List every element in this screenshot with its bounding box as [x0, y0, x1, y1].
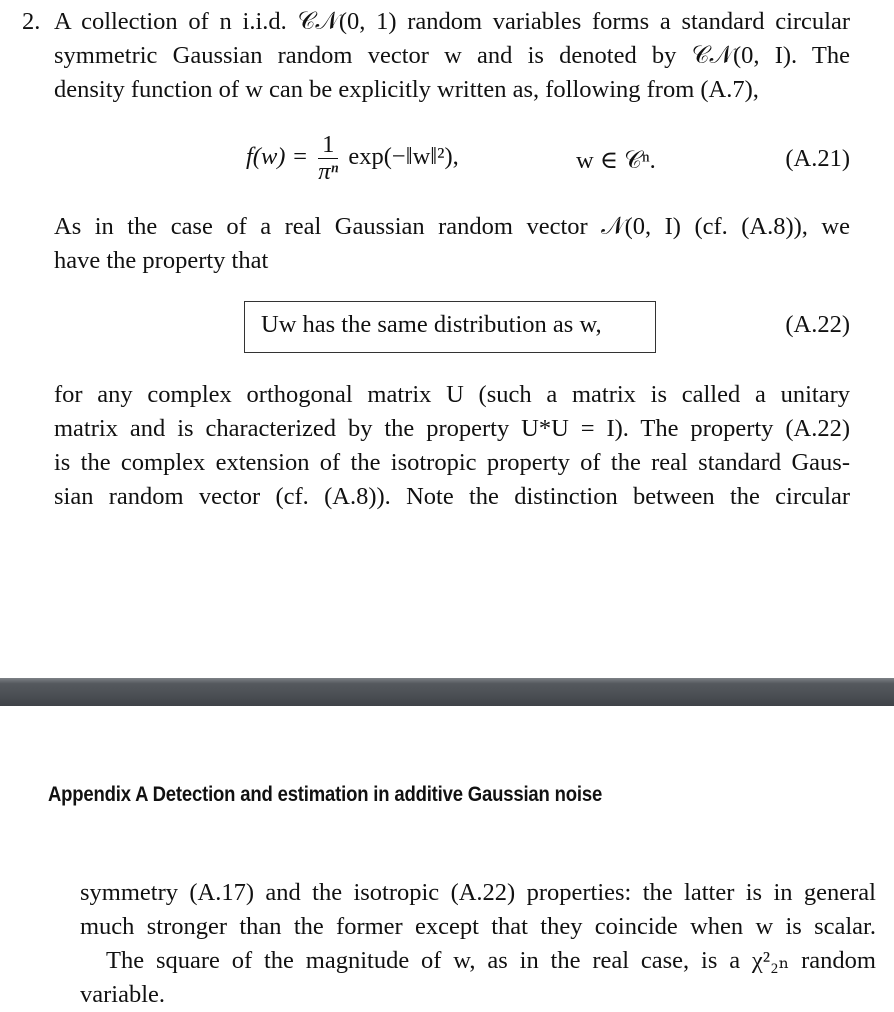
para4-line-1: symmetry (A.17) and the isotropic (A.22) properties: the latter is in general [80, 879, 876, 906]
eq-lhs: f(w) = [246, 143, 309, 171]
para3-line-3: is the complex extension of the isotropic property of the real standard Gaus- [54, 449, 850, 476]
list-number: 2. [22, 8, 41, 35]
page-break-divider [0, 678, 894, 706]
para4-line-4: variable. [80, 981, 166, 1008]
para4-line-3: The square of the magnitude of w, as in the real case, is a χ²₂ₙ random [106, 947, 876, 974]
running-header: Appendix A Detection and estimation in additive Gaussian noise [48, 782, 603, 806]
eq-fraction [318, 132, 338, 185]
item-line-3: density function of w can be explicitly written as, following from (A.7), [54, 76, 759, 103]
para3-line-4: sian random vector (cf. (A.8)). Note the distinction between the circular [54, 483, 850, 510]
para2-line-2: have the property that [54, 247, 269, 274]
eq-rhs: exp(−‖w‖²), [348, 143, 459, 171]
eq-domain: w ∈ 𝒞ⁿ. [576, 147, 656, 174]
para4-line-2: much stronger than the former except that they coincide when w is scalar. [80, 913, 876, 940]
equation-label-a22: (A.22) [785, 311, 850, 338]
para3-line-1: for any complex orthogonal matrix U (such a matrix is called a unitary [54, 381, 850, 408]
equation-label-a21: (A.21) [785, 145, 850, 172]
item-line-2: symmetric Gaussian random vector w and is denoted by 𝒞𝒩(0, I). The [54, 42, 850, 69]
para2-line-1: As in the case of a real Gaussian random vector 𝒩(0, I) (cf. (A.8)), we [54, 213, 850, 240]
eq-a22-text: Uw has the same distribution as w, [261, 311, 602, 338]
equation-a21 [246, 132, 459, 185]
eq-frac-den: πⁿ [318, 158, 339, 185]
para3-line-2: matrix and is characterized by the property U*U = I). The property (A.22) [54, 415, 850, 442]
item-line-1: A collection of n i.i.d. 𝒞𝒩(0, 1) random variables forms a standard circular [54, 8, 850, 35]
eq-frac-num: 1 [318, 132, 338, 159]
boxed-equation-a22 [244, 301, 656, 353]
